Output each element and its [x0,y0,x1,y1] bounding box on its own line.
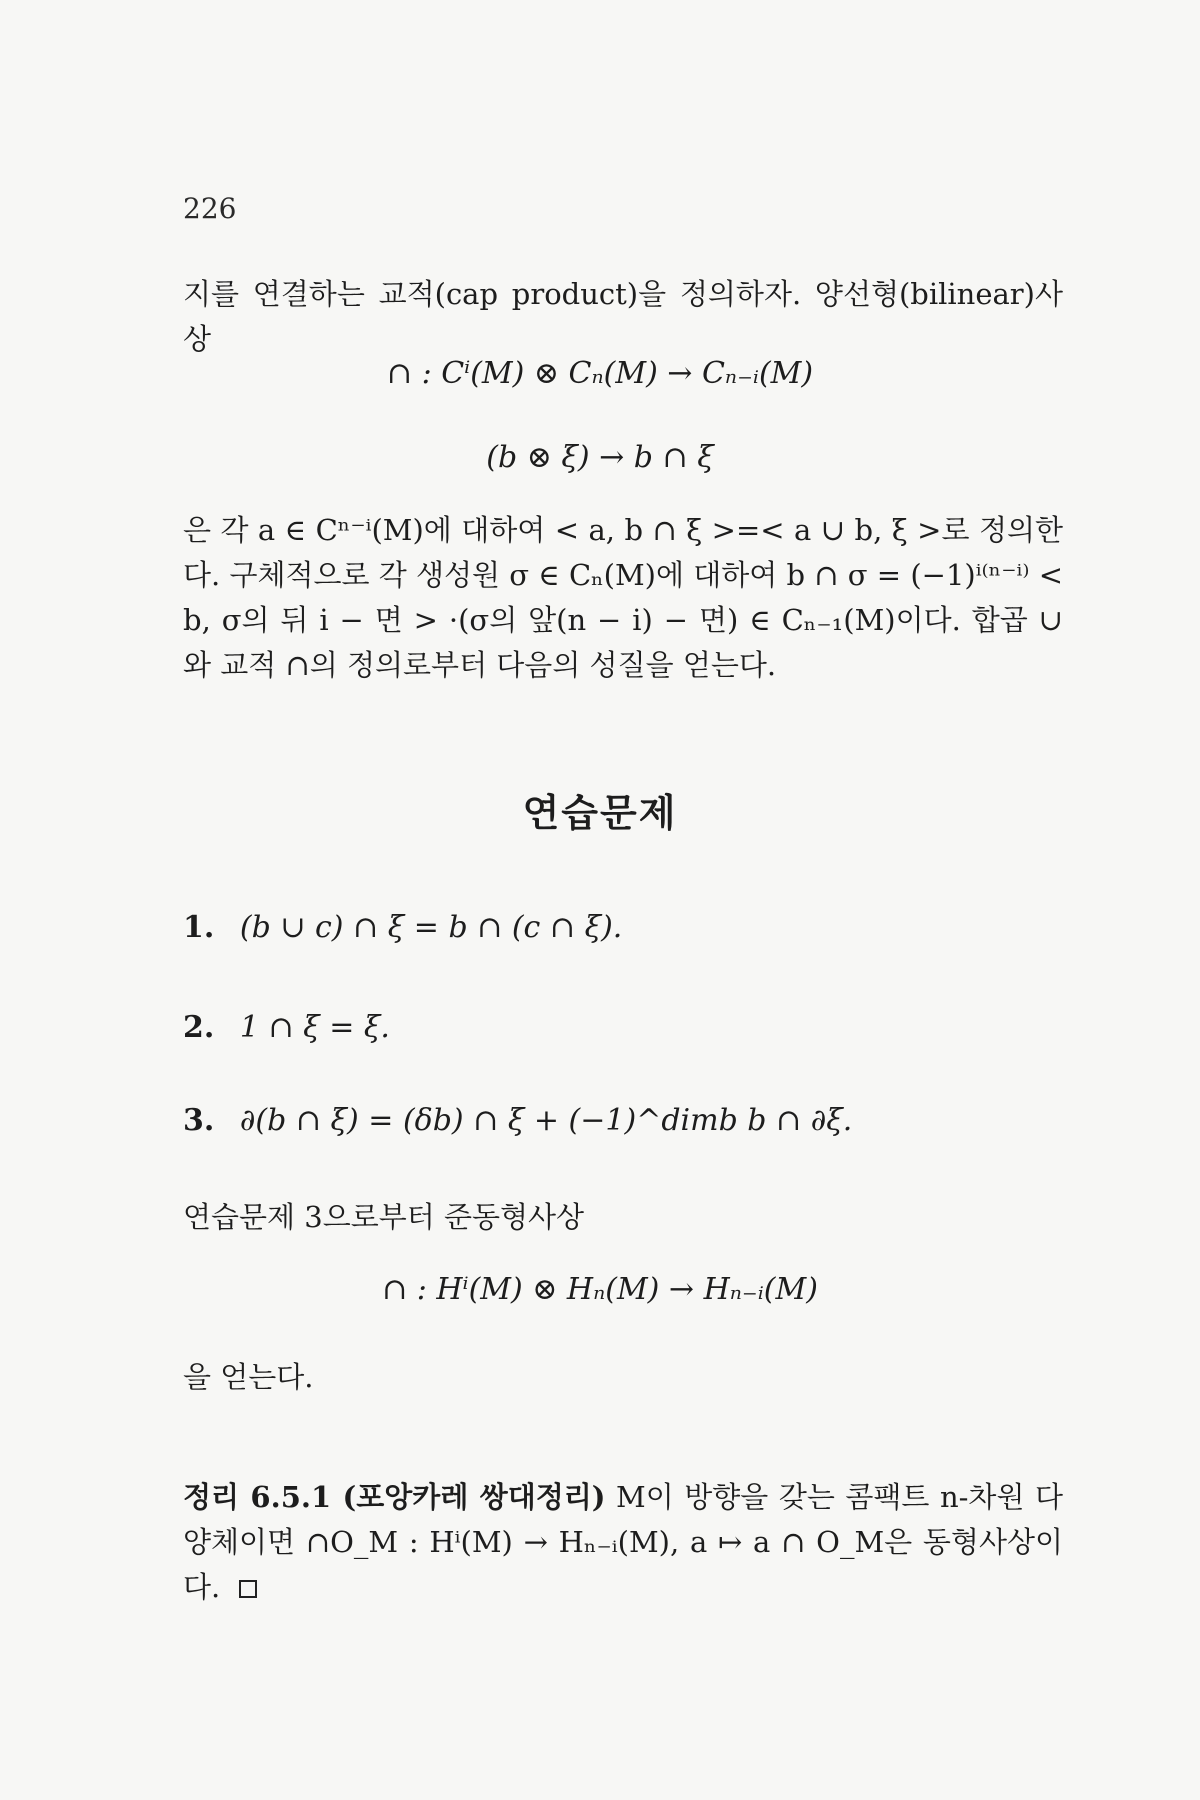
equation-cap-product-chain: ∩ : Cⁱ(M) ⊗ Cₙ(M) → Cₙ₋ᵢ(M) [386,356,814,391]
theorem-title: 정리 6.5.1 (포앙카레 쌍대정리) [183,1480,606,1514]
exercise-number: 2. [183,1010,215,1045]
intro-paragraph: 지를 연결하는 교적(cap product)을 정의하자. 양선형(bilinear)사상 [183,277,1063,356]
exercise-formula: 1 ∩ ξ = ξ. [239,1010,390,1045]
obtain-text: 을 얻는다. [183,1360,314,1394]
equation-homology-cap: ∩ : Hⁱ(M) ⊗ Hₙ(M) → Hₙ₋ᵢ(M) [382,1272,818,1307]
exercise-item-2 [183,1010,390,1045]
equation-cap-mapping: (b ⊗ ξ) → b ∩ ξ [486,440,714,475]
exercise-item-1 [183,910,622,945]
followup-text: 연습문제 3으로부터 준동형사상 [183,1200,585,1234]
definition-paragraph: 은 각 a ∈ Cⁿ⁻ⁱ(M)에 대하여 < a, b ∩ ξ >=< a ∪ b, ξ >로 정의한다. 구체적으로 각 생성원 σ ∈ Cₙ(M)에 대하여 b ∩ σ = (−1)ⁱ⁽ⁿ⁻ⁱ⁾ < b, σ의 뒤 i − 면 > ·(σ의 앞(n − i) − 면) ∈ Cₙ₋₁(M)이다. 합곱 ∪와 교적 ∩의 정의로부터 다음의 성질을 얻는다. [183,513,1063,682]
page-number: 226 [183,192,237,225]
exercise-formula: ∂(b ∩ ξ) = (δb) ∩ ξ + (−1)^dimb b ∩ ∂ξ. [239,1103,853,1138]
exercise-formula: (b ∪ c) ∩ ξ = b ∩ (c ∩ ξ). [239,910,623,945]
theorem-body: M이 방향을 갖는 콤팩트 n-차원 다양체이면 ∩O_M : Hⁱ(M) → Hₙ₋ᵢ(M), a ↦ a ∩ O_M은 동형사상이다. [183,1480,1063,1604]
theorem-block [183,1475,1063,1610]
qed-box-icon [239,1580,257,1598]
exercises-heading: 연습문제 [522,790,678,835]
exercise-number: 1. [183,910,215,945]
exercise-item-3 [183,1103,852,1138]
exercise-number: 3. [183,1103,215,1138]
